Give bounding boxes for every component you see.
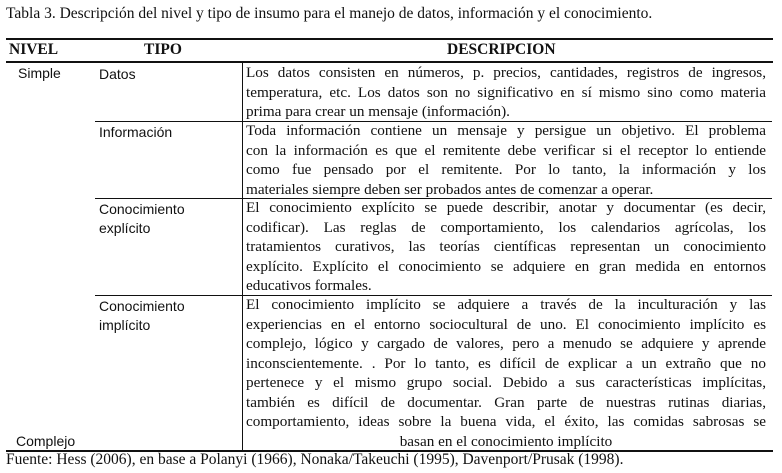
tipo-conocimiento-implicito bbox=[99, 297, 239, 335]
top-rule bbox=[6, 38, 773, 40]
desc-conocimiento-implicito bbox=[246, 295, 766, 451]
table-caption: Tabla 3. Descripción del nivel y tipo de insumo para el manejo de datos, información y el conocimiento. bbox=[6, 5, 653, 22]
desc-line: Los datos consisten en números, p. precios, cantidades, registros de ingresos, bbox=[246, 64, 766, 81]
header-descripcion: DESCRIPCION bbox=[447, 41, 556, 58]
desc-line: con la información es que el remitente debe verificar si el receptor lo entiende bbox=[246, 141, 766, 159]
desc-line: también es difícil de documentar. Gran parte de nuestras rutinas diarias, bbox=[246, 393, 766, 411]
source-note: Fuente: Hess (2006), en base a Polanyi (1966), Nonaka/Takeuchi (1995), Davenport/Prusak (1998). bbox=[6, 451, 624, 468]
desc-line: prima para crear un mensaje (información). bbox=[246, 103, 510, 120]
desc-line: educativos formales. bbox=[246, 277, 372, 294]
level-complejo: Complejo bbox=[16, 433, 76, 449]
tipo-line: Conocimiento bbox=[99, 201, 185, 217]
tipo-line: implícito bbox=[99, 317, 151, 333]
desc-line: El conocimiento explícito se puede describir, anotar y documentar (es decir, bbox=[246, 199, 766, 216]
desc-line: pertenece y el mismo grupo social. Debido a sus características implícitas, bbox=[246, 374, 766, 391]
level-simple: Simple bbox=[18, 65, 61, 81]
desc-conocimiento-explicito bbox=[246, 198, 766, 296]
desc-line: basan en el conocimiento implícito bbox=[399, 432, 613, 450]
desc-line: comportamiento, ideas sobre la buena vida, el éxito, las comidas sabrosas se bbox=[246, 413, 766, 430]
desc-line: complejo, lógico y cargado de valores, pero a menudo se adquiere y aprende bbox=[246, 335, 766, 352]
desc-line: codificar). Las reglas de comportamiento, los calendarios agrícolas, los bbox=[246, 218, 766, 236]
desc-line: explícito. Explícito el conocimiento se adquiere en gran medida en entornos bbox=[246, 257, 766, 275]
desc-informacion bbox=[246, 121, 766, 199]
tipo-datos: Datos bbox=[99, 66, 136, 82]
header-tipo: TIPO bbox=[144, 41, 182, 58]
desc-datos bbox=[246, 63, 766, 122]
desc-line: como fue pensado por el remitente. Por lo tanto, la información y los bbox=[246, 161, 766, 178]
tipo-informacion: Información bbox=[99, 124, 173, 140]
header-nivel: NIVEL bbox=[9, 41, 59, 58]
tipo-line: explícito bbox=[99, 220, 151, 236]
tipo-conocimiento-explicito bbox=[99, 200, 239, 238]
desc-line: tratamientos curativos, las teorías científicas representan un conocimiento bbox=[246, 238, 766, 255]
desc-line: temperatura, etc. Los datos son no significativo en sí mismo sino como materia bbox=[246, 83, 766, 101]
desc-line: experiencias en el entorno sociocultural de uno. El conocimiento implícito es bbox=[246, 315, 766, 333]
tipo-line: Conocimiento bbox=[99, 298, 185, 314]
desc-line: materiales siempre deben ser probados antes de comenzar a operar. bbox=[246, 180, 654, 198]
desc-line: El conocimiento implícito se adquiere a través de la inculturación y las bbox=[246, 296, 766, 313]
desc-line: inconscientemente. . Por lo tanto, es difícil de explicar a un extraño que no bbox=[246, 354, 766, 372]
desc-line: Toda información contiene un mensaje y persigue un objetivo. El problema bbox=[246, 122, 766, 139]
